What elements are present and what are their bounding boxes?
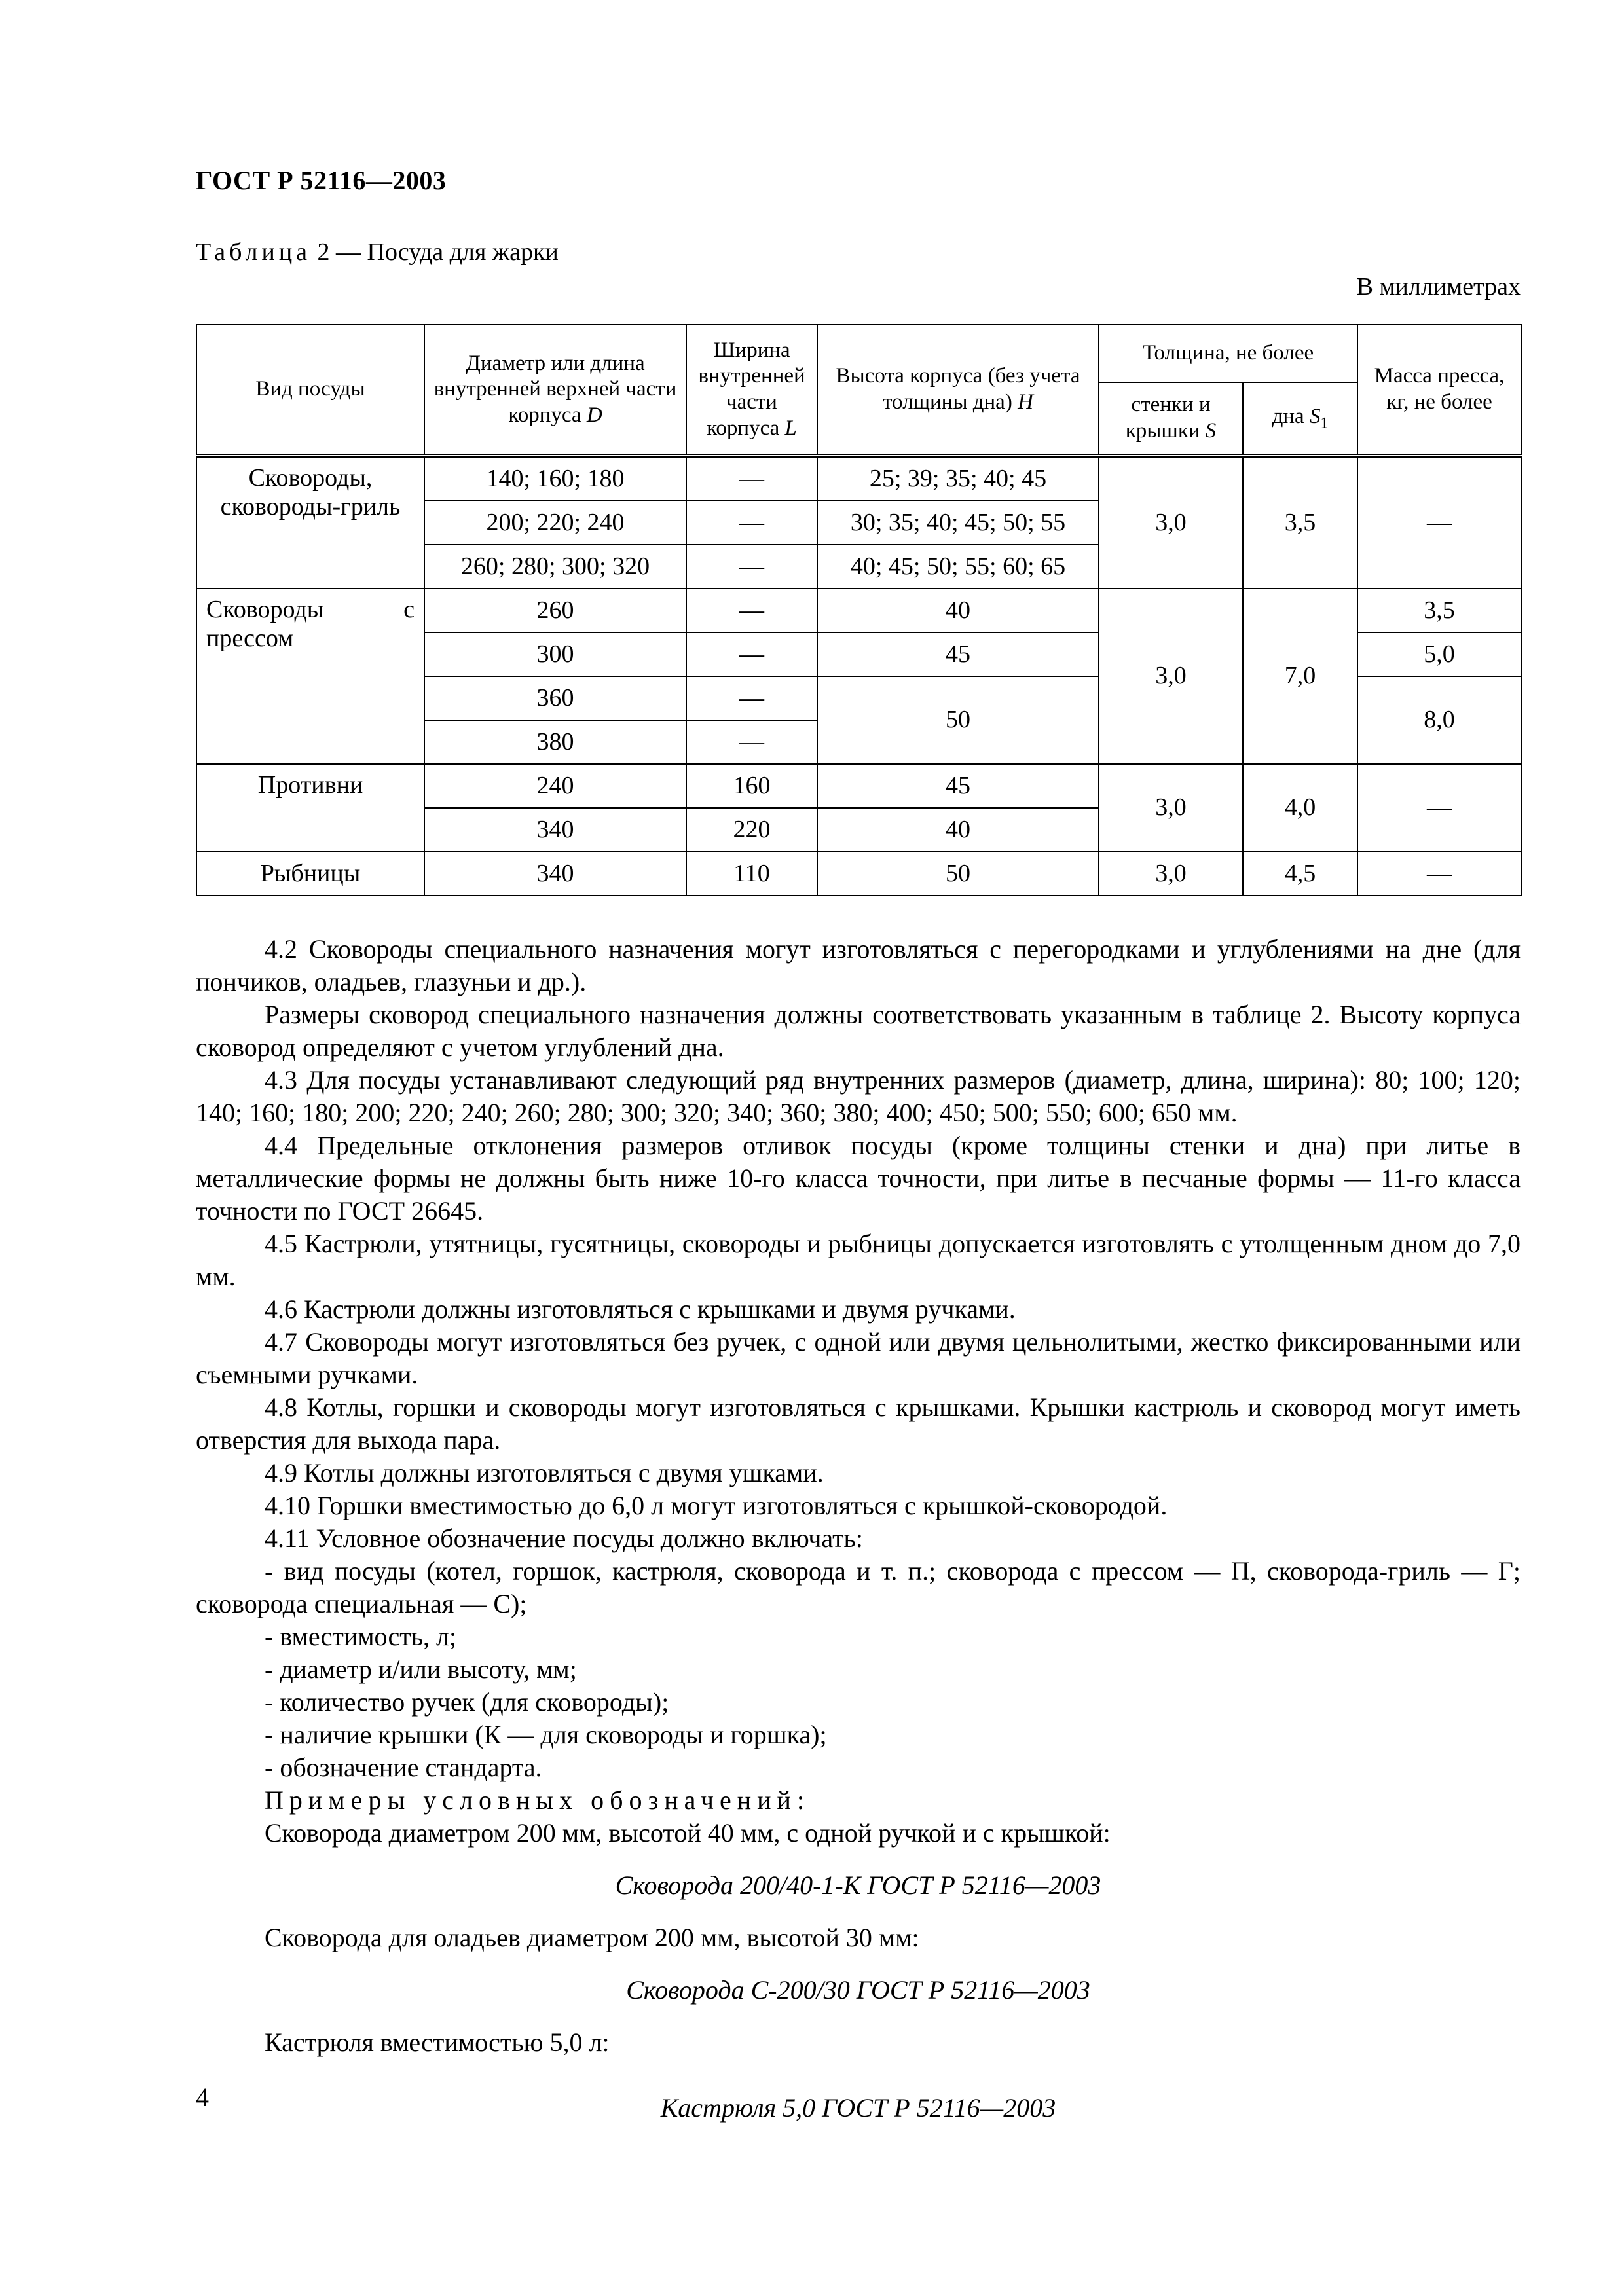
cell-mass: 5,0 — [1357, 632, 1521, 676]
cell-bottom: 3,5 — [1243, 456, 1357, 589]
col-header-height: Высота корпуса (без учета толщины дна) H — [817, 325, 1099, 456]
body-text — [196, 933, 1521, 2144]
cell-height: 25; 39; 35; 40; 45 — [817, 456, 1099, 501]
col-header-width: Ширина внутренней части корпуса L — [686, 325, 817, 456]
cell-height: 50 — [817, 852, 1099, 896]
cell-wall: 3,0 — [1099, 589, 1243, 764]
cell-kind: Противни — [196, 764, 424, 852]
cell-height: 40 — [817, 808, 1099, 852]
cell-height: 45 — [817, 764, 1099, 808]
cell-wall: 3,0 — [1099, 456, 1243, 589]
cell-diameter: 340 — [424, 808, 686, 852]
clause-4-2: 4.2 Сковороды специального назначения могут изготовляться с перегородками и углублениями на дне (для пончиков, оладьев, глазуньи и др.). — [196, 934, 1521, 996]
example-intro: Сковорода для оладьев диаметром 200 мм, высотой 30 мм: — [265, 1923, 919, 1952]
cell-height: 40; 45; 50; 55; 60; 65 — [817, 545, 1099, 589]
cell-kind: Рыбницы — [196, 852, 424, 896]
cell-diameter: 140; 160; 180 — [424, 456, 686, 501]
table-caption — [196, 238, 559, 266]
table-caption-label: Таблица — [196, 238, 312, 266]
cell-height: 45 — [817, 632, 1099, 676]
cell-diameter: 340 — [424, 852, 686, 896]
cell-width: 110 — [686, 852, 817, 896]
col-header-diameter: Диаметр или длина внутренней верхней части корпуса D — [424, 325, 686, 456]
cell-bottom: 4,0 — [1243, 764, 1357, 852]
cell-mass: — — [1357, 852, 1521, 896]
cell-width: — — [686, 545, 817, 589]
table-units-note: В миллиметрах — [1356, 273, 1521, 301]
list-item: - вместимость, л; — [265, 1622, 457, 1651]
table-caption-number: 2 — [317, 238, 330, 266]
cell-mass: — — [1357, 456, 1521, 589]
clause-4-7: 4.7 Сковороды могут изготовляться без ручек, с одной или двумя цельнолитыми, жестко фиксированными или съемными ручками. — [196, 1327, 1521, 1389]
col-header-kind: Вид посуды — [196, 325, 424, 456]
cell-kind: Сковороды, сковороды-гриль — [196, 456, 424, 589]
clause-4-9: 4.9 Котлы должны изготовляться с двумя ушками. — [265, 1458, 824, 1487]
col-header-bottom-thickness: дна $S_1$ — [1243, 382, 1357, 456]
cell-height: 50 — [817, 676, 1099, 764]
cell-bottom: 4,5 — [1243, 852, 1357, 896]
document-code-header: ГОСТ Р 52116—2003 — [196, 166, 447, 195]
list-item: - обозначение стандарта. — [265, 1753, 542, 1782]
clause-4-10: 4.10 Горшки вместимостью до 6,0 л могут изготовляться с крышкой-сковородой. — [265, 1491, 1168, 1520]
clause-4-2-sizes: Размеры сковород специального назначения должны соответствовать указанным в таблице 2. Высоту корпуса сковород определяют с учетом углублений дна. — [196, 1000, 1521, 1062]
clause-4-11: 4.11 Условное обозначение посуды должно включать: — [265, 1523, 863, 1553]
cell-kind: Сковороды с прессом — [196, 589, 424, 764]
clause-4-5: 4.5 Кастрюли, утятницы, гусятницы, сковороды и рыбницы допускается изготовлять с утолщенным дном до 7,0 мм. — [196, 1229, 1521, 1291]
cell-bottom: 7,0 — [1243, 589, 1357, 764]
cell-diameter: 260 — [424, 589, 686, 632]
list-item: - диаметр и/или высоту, мм; — [265, 1654, 577, 1684]
example-intro: Кастрюля вместимостью 5,0 л: — [265, 2028, 610, 2057]
examples-heading: Примеры условных обозначений: — [265, 1785, 811, 1815]
cell-mass: 8,0 — [1357, 676, 1521, 764]
cookware-dimensions-table — [196, 324, 1522, 896]
cell-diameter: 380 — [424, 720, 686, 764]
cell-diameter: 240 — [424, 764, 686, 808]
example-designation: Сковорода С-200/30 ГОСТ Р 52116—2003 — [626, 1975, 1090, 2005]
cell-width: — — [686, 589, 817, 632]
clause-4-3: 4.3 Для посуды устанавливают следующий ряд внутренних размеров (диаметр, длина, ширина): 80; 100; 120; 140; 160; 180; 200; 220; 240; 260; 280; 300; 320; 340; 360; 380; 400; 450; 500; 550; 600; 650 мм. — [196, 1065, 1521, 1127]
cell-width: — — [686, 456, 817, 501]
cell-diameter: 300 — [424, 632, 686, 676]
example-intro: Сковорода диаметром 200 мм, высотой 40 мм, с одной ручкой и с крышкой: — [265, 1818, 1111, 1848]
cell-width: 160 — [686, 764, 817, 808]
table-caption-title: — Посуда для жарки — [336, 238, 559, 266]
list-item: - наличие крышки (К — для сковороды и горшка); — [265, 1720, 827, 1749]
list-item: - количество ручек (для сковороды); — [265, 1687, 669, 1717]
table-row — [196, 589, 1521, 632]
clause-4-8: 4.8 Котлы, горшки и сковороды могут изготовляться с крышками. Крышки кастрюль и сковород могут иметь отверстия для выхода пара. — [196, 1393, 1521, 1455]
cell-width: — — [686, 501, 817, 545]
cell-mass: 3,5 — [1357, 589, 1521, 632]
clause-4-6: 4.6 Кастрюли должны изготовляться с крышками и двумя ручками. — [265, 1294, 1016, 1324]
cell-width: — — [686, 720, 817, 764]
example-designation: Кастрюля 5,0 ГОСТ Р 52116—2003 — [660, 2093, 1056, 2123]
col-header-thickness-group: Толщина, не более — [1099, 325, 1357, 382]
cell-mass: — — [1357, 764, 1521, 852]
table-row — [196, 852, 1521, 896]
cell-diameter: 360 — [424, 676, 686, 720]
col-header-wall-thickness: стенки и крышки S — [1099, 382, 1243, 456]
table-row — [196, 456, 1521, 501]
cell-width: 220 — [686, 808, 817, 852]
cell-wall: 3,0 — [1099, 852, 1243, 896]
cell-diameter: 200; 220; 240 — [424, 501, 686, 545]
page-number: 4 — [196, 2083, 209, 2112]
cell-height: 30; 35; 40; 45; 50; 55 — [817, 501, 1099, 545]
cell-width: — — [686, 676, 817, 720]
cell-wall: 3,0 — [1099, 764, 1243, 852]
example-designation: Сковорода 200/40-1-К ГОСТ Р 52116—2003 — [615, 1870, 1101, 1900]
cell-diameter: 260; 280; 300; 320 — [424, 545, 686, 589]
list-item: - вид посуды (котел, горшок, кастрюля, сковорода и т. п.; сковорода с прессом — П, сковорода-гриль — Г; сковорода специальная — С); — [196, 1556, 1521, 1618]
table-row — [196, 764, 1521, 808]
clause-4-4: 4.4 Предельные отклонения размеров отливок посуды (кроме толщины стенки и дна) при литье в металлические формы не должны быть ниже 10-го класса точности, при литье в песчаные формы — 11-го класса точности по ГОСТ 26645. — [196, 1131, 1521, 1226]
cell-width: — — [686, 632, 817, 676]
cell-height: 40 — [817, 589, 1099, 632]
col-header-press-mass: Масса пресса, кг, не более — [1357, 325, 1521, 456]
